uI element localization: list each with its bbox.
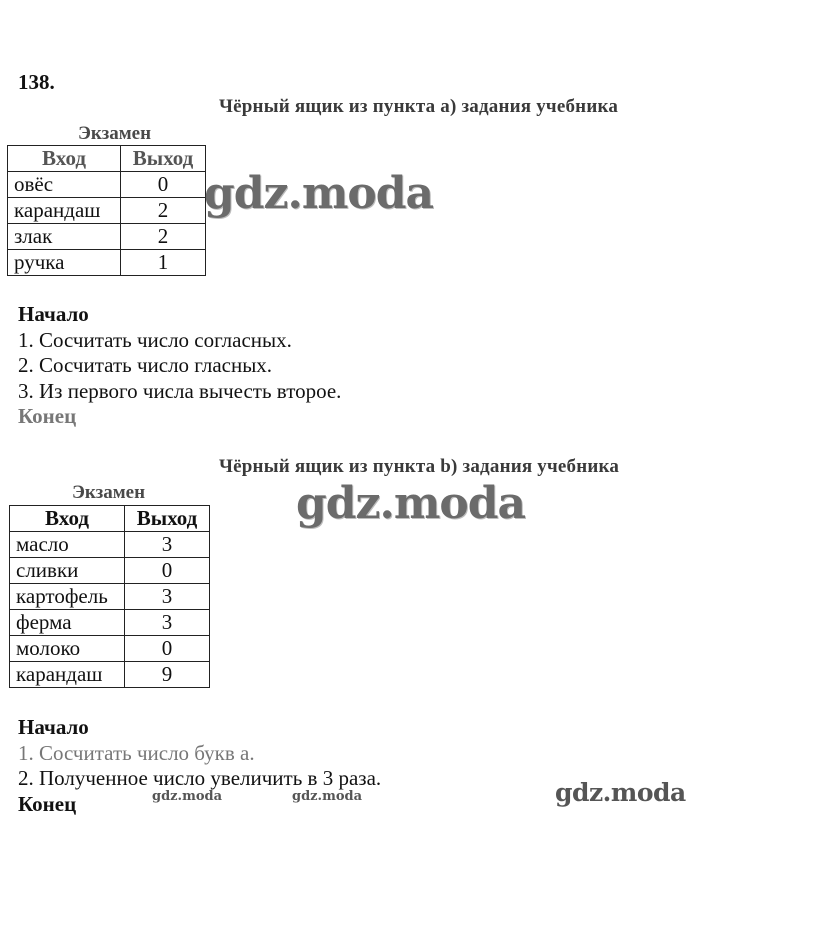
cell-output: 0 bbox=[121, 172, 206, 198]
algorithm-start: Начало bbox=[18, 715, 89, 739]
watermark-logo: gdz.moda bbox=[204, 168, 434, 219]
cell-output: 2 bbox=[121, 224, 206, 250]
table-row bbox=[8, 250, 206, 276]
cell-input: сливки bbox=[10, 558, 125, 584]
watermark-logo-small: gdz.moda bbox=[292, 789, 363, 804]
algorithm-step: 1. Сосчитать число согласных. bbox=[18, 327, 292, 352]
section-b-exam-label: Экзамен bbox=[72, 482, 146, 503]
section-a-table bbox=[7, 145, 206, 276]
table-header-row bbox=[10, 506, 210, 532]
watermark-logo: gdz.moda bbox=[555, 778, 686, 807]
table-row bbox=[10, 584, 210, 610]
column-header-input: Вход bbox=[8, 146, 121, 172]
cell-output: 3 bbox=[125, 610, 210, 636]
section-b-caption: Чёрный ящик из пункта b) задания учебника bbox=[219, 456, 620, 477]
column-header-output: Выход bbox=[125, 506, 210, 532]
cell-input: масло bbox=[10, 532, 125, 558]
column-header-output: Выход bbox=[121, 146, 206, 172]
algorithm-step: 2. Полученное число увеличить в 3 раза. bbox=[18, 766, 382, 790]
section-a-caption: Чёрный ящик из пункта а) задания учебника bbox=[219, 96, 619, 117]
cell-input: ручка bbox=[8, 250, 121, 276]
algorithm-start: Начало bbox=[18, 302, 89, 326]
cell-output: 0 bbox=[125, 636, 210, 662]
algorithm-end: Конец bbox=[18, 404, 77, 428]
cell-input: карандаш bbox=[8, 198, 121, 224]
table-row bbox=[10, 532, 210, 558]
table-row bbox=[10, 636, 210, 662]
cell-output: 3 bbox=[125, 532, 210, 558]
cell-input: злак bbox=[8, 224, 121, 250]
table-header-row bbox=[8, 146, 206, 172]
cell-output: 2 bbox=[121, 198, 206, 224]
cell-input: карандаш bbox=[10, 662, 125, 688]
cell-input: овёс bbox=[8, 172, 121, 198]
watermark-logo: gdz.moda bbox=[296, 478, 526, 529]
algorithm-step: 3. Из первого числа вычесть второе. bbox=[18, 378, 342, 403]
column-header-input: Вход bbox=[10, 506, 125, 532]
algorithm-step: 2. Сосчитать число гласных. bbox=[18, 353, 273, 377]
cell-output: 3 bbox=[125, 584, 210, 610]
table-row bbox=[10, 610, 210, 636]
cell-output: 1 bbox=[121, 250, 206, 276]
table-row bbox=[8, 198, 206, 224]
watermark-logo-small: gdz.moda bbox=[152, 789, 223, 804]
section-a-algorithm bbox=[18, 302, 341, 430]
cell-output: 9 bbox=[125, 662, 210, 688]
section-b-table bbox=[9, 505, 210, 688]
algorithm-step: 1. Сосчитать число букв а. bbox=[18, 740, 255, 765]
cell-output: 0 bbox=[125, 558, 210, 584]
section-a-exam-label: Экзамен bbox=[78, 123, 152, 144]
table-row bbox=[10, 558, 210, 584]
table-row bbox=[10, 662, 210, 688]
table-row bbox=[8, 224, 206, 250]
cell-input: ферма bbox=[10, 610, 125, 636]
exercise-number: 138. bbox=[18, 70, 55, 94]
algorithm-end: Конец bbox=[18, 791, 77, 816]
cell-input: картофель bbox=[10, 584, 125, 610]
table-row bbox=[8, 172, 206, 198]
cell-input: молоко bbox=[10, 636, 125, 662]
